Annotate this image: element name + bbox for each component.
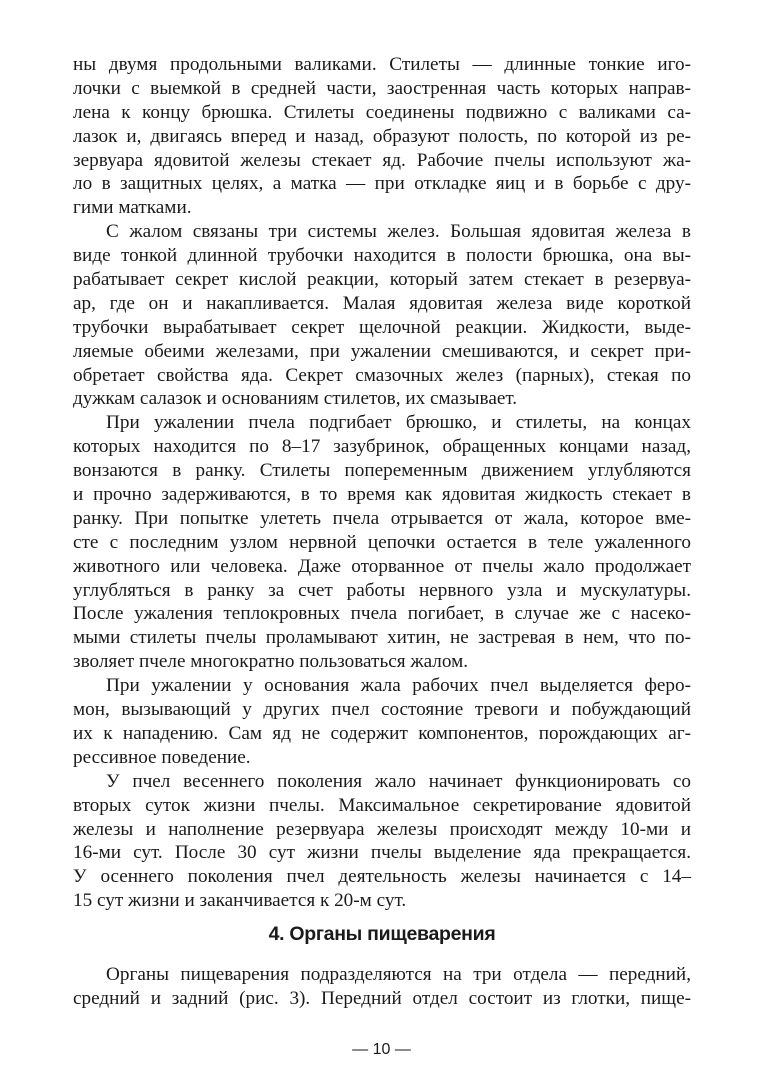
paragraph [73,674,691,770]
page-number: — 10 — [352,1041,411,1058]
paragraph [73,963,691,1011]
text-line: мон, вызывающий у других пчел состояние тревоги и побуждающий [73,699,691,721]
text-line: их к нападению. Сам яд не содержит компонентов, порождающих аг- [73,722,691,744]
text-line: ар, где он и накапливается. Малая ядовитая железа виде короткой [73,292,691,314]
text-line: трубочки вырабатывает секрет щелочной реакции. Жидкости, выде- [73,316,691,338]
text-line: виде тонкой длинной трубочки находится в полости брюшка, она вы- [73,245,691,267]
text-line: мыми стилеты пчелы проламывают хитин, не застревая в нем, что по- [73,627,691,649]
text-line: 16-ми сут. После 30 сут жизни пчелы выделение яда прекращается. [73,842,691,864]
body-text [73,53,691,913]
text-line: ло в защитных целях, а матка — при откладке яиц и в борьбе с дру- [73,173,691,195]
text-line: С жалом связаны три системы желез. Большая ядовитая железа в [106,221,691,243]
text-line: После ужаления теплокровных пчела погибает, в случае же с насеко- [73,603,691,625]
text-line: Органы пищеварения подразделяются на три отдела — передний, [106,964,691,985]
text-line: зволяет пчеле многократно пользоваться жалом. [73,651,469,673]
paragraph [73,411,691,674]
text-line: рессивное поведение. [73,746,251,768]
text-line: лочки с выемкой в средней части, заостренная часть которых направ- [73,77,691,99]
text-line: гими матками. [73,197,192,219]
text-line: лазок и, двигаясь вперед и назад, образуют полость, по которой из ре- [73,125,691,147]
text-line: вторых суток жизни пчелы. Максимальное секретирование ядовитой [73,794,691,816]
text-line: У осеннего поколения пчел деятельность железы начинается с 14– [73,866,691,888]
text-line: У пчел весеннего поколения жало начинает функционировать со [106,770,691,792]
text-line: ранку. При попытке улететь пчела отрывается от жала, которое вме- [73,507,691,529]
text-line: углубляться в ранку за счет работы нервного узла и мускулатуры. [73,579,691,601]
text-line: и прочно задерживаются, в то время как ядовитая жидкость стекает в [73,484,691,506]
text-line: лена к концу брюшка. Стилеты соединены подвижно с валиками са- [73,101,691,123]
text-line: зервуара ядовитой железы стекает яд. Рабочие пчелы используют жа- [73,149,691,171]
text-line: железы и наполнение резервуара железы происходят между 10-ми и [73,818,691,840]
text-line: дужкам салазок и основаниям стилетов, их смазывает. [73,388,518,410]
paragraph [73,53,691,220]
text-line: которых находится по 8–17 зазубринок, обращенных концами назад, [73,436,691,458]
text-line: ны двумя продольными валиками. Стилеты — длинные тонкие иго- [73,54,691,75]
paragraph [73,770,691,913]
text-line: При ужалении пчела подгибает брюшко, и стилеты, на концах [106,412,691,434]
text-line: При ужалении у основания жала рабочих пчел выделяется феро- [106,675,691,697]
text-line: 15 сут жизни и заканчивается к 20-м сут. [73,890,407,912]
text-line: животного или человека. Даже оторванное от пчелы жало продолжает [73,555,691,577]
section-heading: 4. Органы пищеварения [268,923,496,945]
paragraph [73,220,691,411]
text-line: сте с последним узлом нервной цепочки остается в теле ужаленного [73,531,691,553]
text-line: средний и задний (рис. 3). Передний отдел состоит из глотки, пище- [73,987,691,1009]
text-line: обретает свойства яда. Секрет смазочных желез (парных), стекая по [73,364,691,386]
text-line: рабатывает секрет кислой реакции, который затем стекает в резервуа- [73,269,691,291]
text-line: ляемые обеими железами, при ужалении смешиваются, и секрет при- [73,340,691,362]
text-line: вонзаются в ранку. Стилеты попеременным движением углубляются [73,460,691,482]
